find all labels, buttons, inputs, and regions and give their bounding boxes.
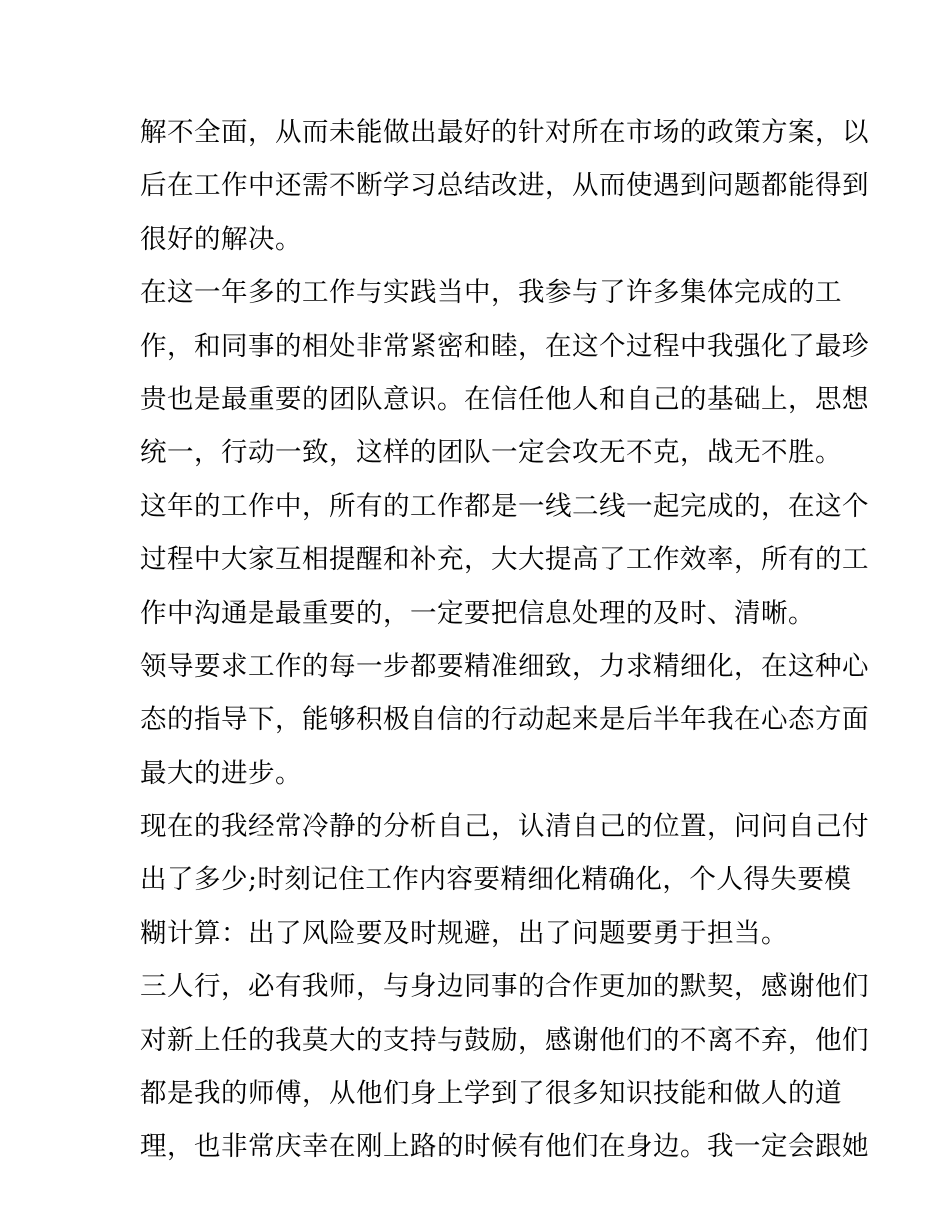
text-line: 解不全面，从而未能做出最好的针对所在市场的政策方案，以 bbox=[140, 117, 869, 148]
text-line: 在这一年多的工作与实践当中，我参与了许多集体完成的工 bbox=[140, 277, 842, 309]
text-line: 三人行，必有我师，与身边同事的合作更加的默契，感谢他们 bbox=[140, 971, 869, 1003]
text-line: 作，和同事的相处非常紧密和睦，在这个过程中我强化了最珍 bbox=[140, 330, 869, 362]
text-line: 很好的解决。 bbox=[140, 223, 302, 255]
text-line: 出了多少;时刻记住工作内容要精细化精确化，个人得失要模 bbox=[140, 864, 852, 896]
text-line: 后在工作中还需不断学习总结改进，从而使遇到问题都能得到 bbox=[140, 170, 869, 202]
text-line: 统一，行动一致，这样的团队一定会攻无不克，战无不胜。 bbox=[140, 437, 842, 469]
text-line: 态的指导下，能够积极自信的行动起来是后半年我在心态方面 bbox=[140, 704, 869, 736]
text-line: 领导要求工作的每一步都要精准细致，力求精细化，在这种心 bbox=[140, 650, 869, 682]
text-line: 糊计算：出了风险要及时规避，出了问题要勇于担当。 bbox=[140, 917, 788, 949]
text-line: 过程中大家互相提醒和补充，大大提高了工作效率，所有的工 bbox=[140, 544, 869, 576]
text-line: 作中沟通是最重要的，一定要把信息处理的及时、清晰。 bbox=[140, 597, 815, 629]
text-line: 最大的进步。 bbox=[140, 757, 302, 789]
text-line: 现在的我经常冷静的分析自己，认清自己的位置，问问自己付 bbox=[140, 811, 869, 843]
text-line: 这年的工作中，所有的工作都是一线二线一起完成的，在这个 bbox=[140, 490, 869, 522]
text-line: 理，也非常庆幸在刚上路的时候有他们在身边。我一定会跟她 bbox=[140, 1131, 869, 1163]
text-line: 对新上任的我莫大的支持与鼓励，感谢他们的不离不弃，他们 bbox=[140, 1024, 869, 1056]
text-line: 贵也是最重要的团队意识。在信任他人和自己的基础上，思想 bbox=[140, 383, 869, 415]
document-body bbox=[140, 106, 869, 1174]
text-line: 都是我的师傅，从他们身上学到了很多知识技能和做人的道 bbox=[140, 1078, 842, 1110]
